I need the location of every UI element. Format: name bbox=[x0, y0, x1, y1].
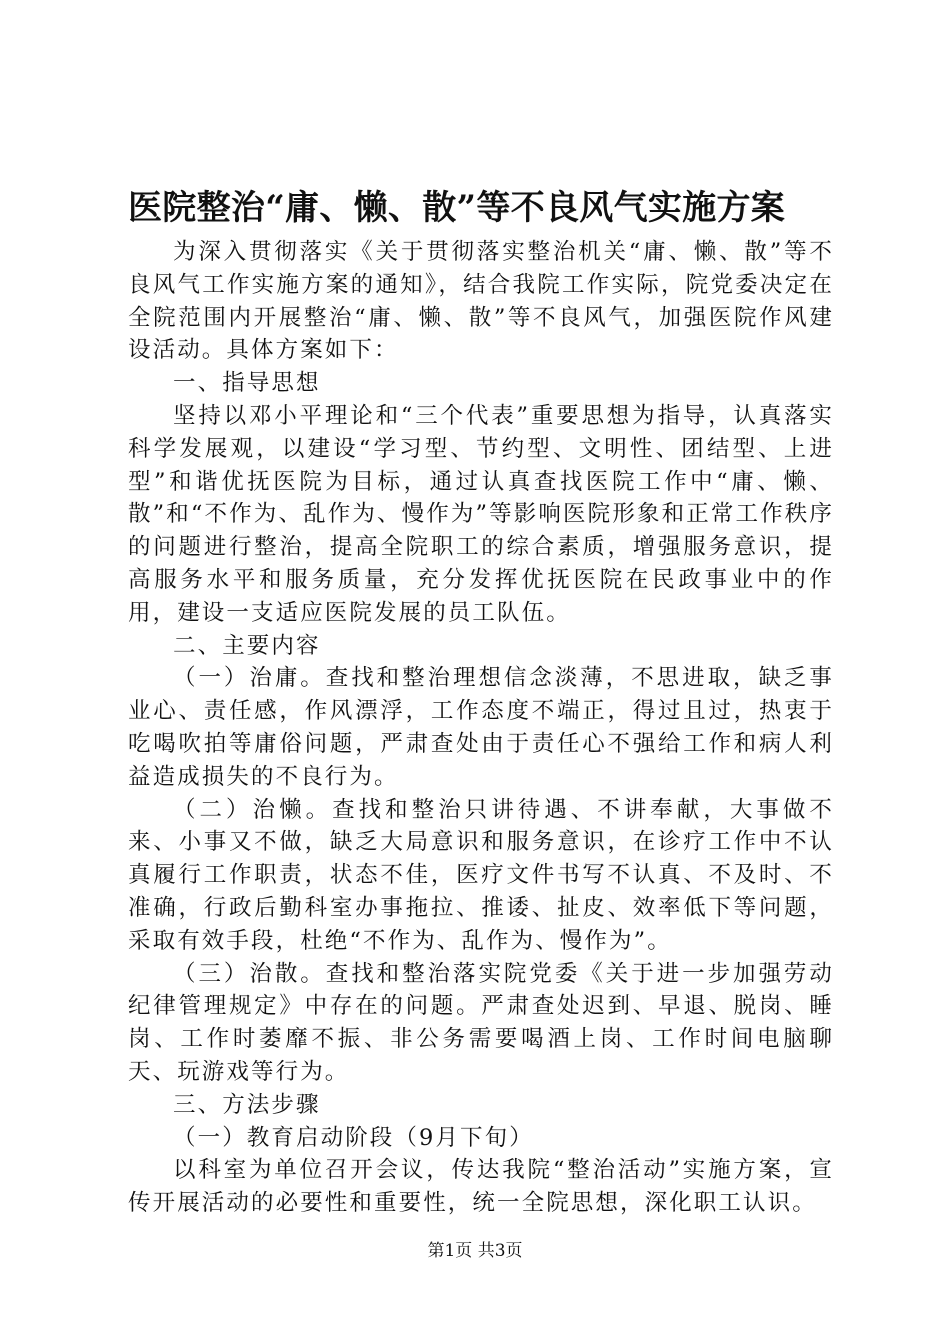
document-title: 医院整治“庸、懒、散”等不良风气实施方案 bbox=[128, 188, 786, 228]
section-heading-methods: 三、方法步骤 bbox=[173, 1091, 321, 1118]
section-heading-main-content: 二、主要内容 bbox=[173, 632, 321, 659]
guiding-thought-paragraph: 坚持以邓小平理论和“三个代表”重要思想为指导，认真落实科学发展观，以建设“学习型、节约型、文明性、团结型、上进型”和谐优抚医院为目标，通过认真查找医院工作中“庸、懒、散”和“不作为、乱作为、慢作为”等影响医院形象和正常工作秩序的问题进行整治，提高全院职工的综合素质，增强服务意识，提高服务水平和服务质量，充分发挥优抚医院在民政事业中的作用，建设一支适应医院发展的员工队伍。 bbox=[128, 402, 834, 626]
main-content-item-2: （二）治懒。查找和整治只讲待遇、不讲奉献，大事做不来、小事又不做，缺乏大局意识和服务意识，在诊疗工作中不认真履行工作职责，状态不佳，医疗文件书写不认真、不及时、不准确，行政后勤科室办事拖拉、推诿、扯皮、效率低下等问题，采取有效手段，杜绝“不作为、乱作为、慢作为”。 bbox=[128, 796, 834, 954]
education-phase-paragraph: 以科室为单位召开会议，传达我院“整治活动”实施方案，宣传开展活动的必要性和重要性，统一全院思想，深化职工认识。 bbox=[128, 1157, 834, 1217]
subsection-heading-education-phase: （一）教育启动阶段（9月下旬） bbox=[173, 1124, 534, 1151]
page-footer: 第1页 共3页 bbox=[427, 1241, 523, 1261]
section-heading-guiding-thought: 一、指导思想 bbox=[173, 370, 321, 397]
main-content-item-1: （一）治庸。查找和整治理想信念淡薄，不思进取，缺乏事业心、责任感，作风漂浮，工作态度不端正，得过且过，热衷于吃喝吹拍等庸俗问题，严肃查处由于责任心不强给工作和病人利益造成损失的不良行为。 bbox=[128, 665, 834, 790]
intro-paragraph: 为深入贯彻落实《关于贯彻落实整治机关“庸、懒、散”等不良风气工作实施方案的通知》，结合我院工作实际，院党委决定在全院范围内开展整治“庸、懒、散”等不良风气，加强医院作风建设活动。具体方案如下： bbox=[128, 239, 834, 364]
document-body bbox=[128, 236, 834, 1220]
main-content-item-3: （三）治散。查找和整治落实院党委《关于进一步加强劳动纪律管理规定》中存在的问题。严肃查处迟到、早退、脱岗、睡岗、工作时萎靡不振、非公务需要喝酒上岗、工作时间电脑聊天、玩游戏等行为。 bbox=[128, 960, 834, 1085]
